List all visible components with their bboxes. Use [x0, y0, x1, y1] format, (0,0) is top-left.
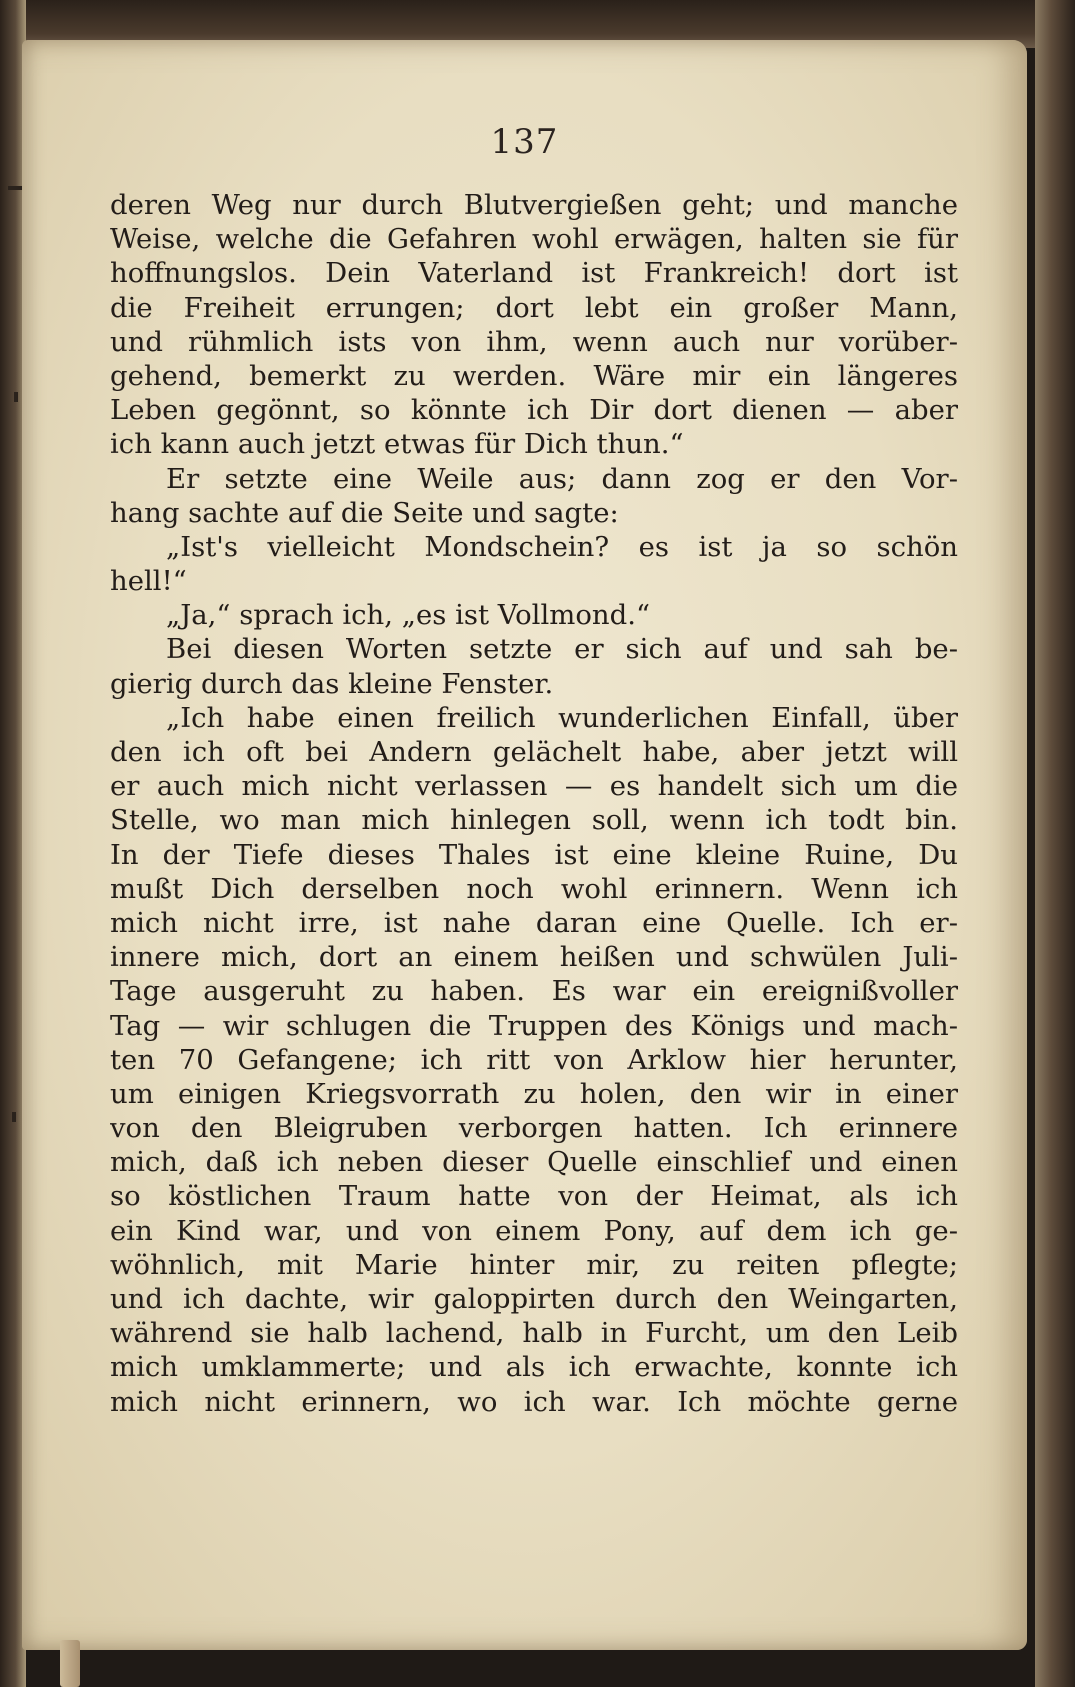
text-line: „Ja,“ sprach ich, „es ist Vollmond.“ [166, 599, 651, 632]
text-line: und ich dachte, wir galoppirten durch den Weingarten, [110, 1283, 958, 1315]
text-line: Leben gegönnt, so könnte ich Dir dort dienen — aber [110, 394, 958, 427]
margin-mark [8, 186, 22, 190]
book-cover-right-edge [1035, 0, 1075, 1687]
book-page [22, 40, 1027, 1650]
text-line: gehend, bemerkt zu werden. Wäre mir ein längeres [110, 359, 958, 392]
text-line: die Freiheit errungen; dort lebt ein großer Mann, [110, 291, 958, 324]
text-line: „Ich habe einen freilich wunderlichen Einfall, über [166, 701, 958, 734]
text-line: Bei diesen Worten setzte er sich auf und sah be- [166, 633, 958, 666]
body-text [110, 188, 958, 1419]
page-number: 137 [490, 122, 559, 162]
text-line: ein Kind war, und von einem Pony, auf dem ich ge- [110, 1214, 958, 1247]
margin-mark [12, 1112, 16, 1122]
text-line: Weise, welche die Gefahren wohl erwägen, halten sie für [110, 223, 958, 256]
text-line: so köstlichen Traum hatte von der Heimat, als ich [110, 1180, 958, 1213]
text-line: und rühmlich ists von ihm, wenn auch nur vorüber- [110, 325, 958, 358]
text-line: mich nicht erinnern, wo ich war. Ich möchte gerne [110, 1385, 958, 1418]
text-line: deren Weg nur durch Blutvergießen geht; und manche [110, 189, 958, 221]
text-line: er auch mich nicht verlassen — es handelt sich um die [110, 770, 958, 803]
text-line: hell!“ [110, 565, 187, 598]
text-line: Er setzte eine Weile aus; dann zog er den Vor- [166, 462, 958, 495]
margin-mark [14, 392, 18, 402]
text-line: ich kann auch jetzt etwas für Dich thun.“ [110, 428, 684, 461]
text-line: wöhnlich, mit Marie hinter mir, zu reiten pflegte; [110, 1248, 958, 1281]
text-line: mich nicht irre, ist nahe daran eine Quelle. Ich er- [110, 906, 958, 939]
text-line: mich umklammerte; und als ich erwachte, konnte ich [110, 1351, 958, 1384]
text-line: gierig durch das kleine Fenster. [110, 667, 554, 700]
text-line: Stelle, wo man mich hinlegen soll, wenn ich todt bin. [110, 804, 958, 837]
text-line: In der Tiefe dieses Thales ist eine kleine Ruine, Du [110, 838, 958, 871]
text-line: mich, daß ich neben dieser Quelle einschlief und einen [110, 1146, 958, 1179]
text-line: mußt Dich derselben noch wohl erinnern. Wenn ich [110, 872, 958, 905]
text-line: ten 70 Gefangene; ich ritt von Arklow hier herunter, [110, 1043, 958, 1076]
text-line: „Ist's vielleicht Mondschein? es ist ja so schön [166, 530, 958, 563]
text-line: Tage ausgeruht zu haben. Es war ein ereignißvoller [110, 975, 958, 1008]
binding-thread [60, 1640, 80, 1687]
text-line: innere mich, dort an einem heißen und schwülen Juli- [110, 941, 958, 974]
text-line: während sie halb lachend, halb in Furcht, um den Leib [110, 1317, 958, 1350]
text-line: hang sachte auf die Seite und sagte: [110, 496, 619, 529]
text-line: um einigen Kriegsvorrath zu holen, den wir in einer [110, 1077, 958, 1110]
text-line: hoffnungslos. Dein Vaterland ist Frankreich! dort ist [110, 257, 958, 290]
text-line: von den Bleigruben verborgen hatten. Ich erinnere [110, 1112, 958, 1145]
text-line: Tag — wir schlugen die Truppen des Königs und mach- [110, 1009, 958, 1042]
text-line: den ich oft bei Andern gelächelt habe, aber jetzt will [110, 736, 958, 768]
